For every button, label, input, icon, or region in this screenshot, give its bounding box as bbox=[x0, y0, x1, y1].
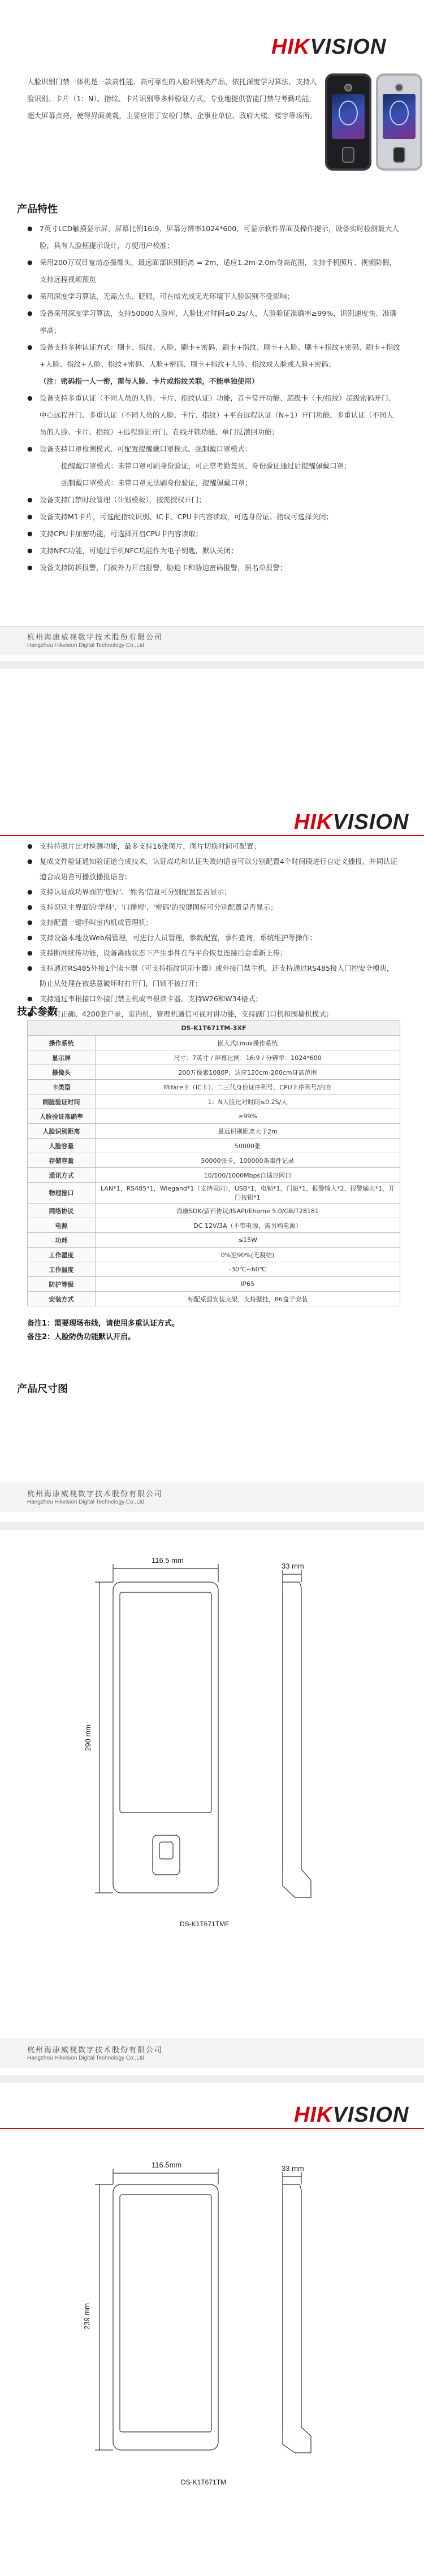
feature-item: ● 采用200万双目宽动态摄像头，最远面部识别距离 = 2m，适应1.2m-2.0m身高范围，支持手机照片、视频防假，支持远程视频预览 bbox=[27, 254, 400, 288]
fingerprint-icon bbox=[393, 147, 405, 163]
spec-row bbox=[28, 1204, 400, 1218]
height-dimension: 239 mm bbox=[82, 2303, 91, 2330]
fingerprint-sensor bbox=[159, 1842, 173, 1859]
depth-dimension: 33 mm bbox=[282, 2164, 304, 2173]
height-dimension: 290 mm bbox=[83, 1724, 92, 1751]
feature-item: ● 支持认证成功界面的'您好'、'姓名'信息可分别配置是否显示； bbox=[27, 884, 400, 900]
feature-item: ● 设备采用深度学习算法，支持50000人脸库，人脸比对时间≤0.2s/人，人脸验证准确率≥99%，识别速度快、准确率高； bbox=[27, 305, 400, 339]
feature-item: ● 设备支持防拆报警，门被外力开启报警，胁迫卡和胁迫密码报警，黑名单报警； bbox=[27, 559, 400, 576]
feature-item: ● 支持NFC功能，可通过手机NFC功能作为电子钥匙，默认关闭； bbox=[27, 542, 400, 559]
width-dimension: 116.5 mm bbox=[152, 1556, 184, 1565]
feature-item: ● 采用深度学习算法，无需点头、眨眼，可在暗光或无光环境下人脸识别不受影响； bbox=[27, 288, 400, 305]
spec-value: ≥99% bbox=[96, 1109, 400, 1124]
footer-company-cn: 杭州海康威视数字技术股份有限公司 bbox=[27, 2046, 163, 2054]
model-caption: DS-K1T671TMF bbox=[180, 1920, 230, 1928]
fingerprint-module bbox=[153, 1835, 180, 1875]
spec-label: 安装方式 bbox=[28, 1292, 96, 1306]
face-frame-icon bbox=[390, 101, 409, 125]
header-rule bbox=[0, 835, 424, 836]
spec-value: Mifare卡（IC卡）、二三代身份证序列号、CPU卡序列号/内容 bbox=[96, 1080, 400, 1094]
depth-dimension: 33 mm bbox=[282, 1562, 304, 1570]
camera-icon bbox=[344, 84, 352, 92]
feature-item: ● 复成文件验证通知验证道合成技术，认证成功和认证失败的语音可以分别配置4个时间段进行自定义播报，并同认证道合成语音可播放播报语音； bbox=[27, 854, 400, 884]
spec-value: -30℃~60℃ bbox=[96, 1262, 400, 1277]
feature-item: ● 支持配置一键呼叫室内机或管理机； bbox=[27, 915, 400, 930]
device-screen bbox=[332, 94, 365, 139]
spec-row bbox=[28, 1218, 400, 1233]
logo-vision: VISION bbox=[332, 810, 409, 834]
page-2 bbox=[0, 669, 424, 1522]
footer-company-en: Hangzhou Hikvision Digital Technology Co.,Ltd bbox=[27, 2055, 145, 2061]
spec-label: 网络协议 bbox=[28, 1204, 96, 1218]
spec-value: 最远识别距离大于2m bbox=[96, 1124, 400, 1139]
spec-row bbox=[28, 1080, 400, 1094]
spec-value: ≤15W bbox=[96, 1233, 400, 1248]
dimension-drawing-tm bbox=[0, 2083, 424, 2569]
spec-value: 50000张 bbox=[96, 1139, 400, 1153]
spec-value: LAN*1，RS485*1，Wiegand*1（支持双向），USB*1，电锁*1，门磁*1，报警输入*2，报警输出*1，开门按钮*1 bbox=[96, 1183, 400, 1204]
spec-label: 工作温度 bbox=[28, 1262, 96, 1277]
dimension-drawing-tmf bbox=[0, 1530, 424, 2016]
section-title-features: 产品特性 bbox=[17, 203, 58, 215]
spec-row bbox=[28, 1153, 400, 1168]
spec-row bbox=[28, 1065, 400, 1080]
spec-value: 200万像素1080P，适应120cm-200cm身高范围 bbox=[96, 1065, 400, 1080]
footer bbox=[0, 2039, 424, 2068]
feature-item: ● 7英寸LCD触摸显示屏，屏幕比例16:9，屏幕分辨率1024*600，可显示软件界面及操作提示，设备实时检测最大人脸，具有人脸框提示设计，方便用户校准； bbox=[27, 220, 400, 254]
front-view-screen bbox=[120, 2195, 211, 2432]
footer-company-en: Hangzhou Hikvision Digital Technology Co.,Ltd bbox=[27, 1499, 145, 1505]
product-image-black bbox=[325, 73, 371, 171]
spec-header-row bbox=[28, 1021, 400, 1036]
feature-item: ● 支持识别主界面的'学科'、'口播短'、'密码'的按键图标可分别配置是否显示； bbox=[27, 900, 400, 915]
spec-value: 50000张卡，100000条事件记录 bbox=[96, 1153, 400, 1168]
spec-value: 1：N人脸比对时间≤0.2S/人 bbox=[96, 1094, 400, 1109]
spec-label: 工作湿度 bbox=[28, 1248, 96, 1262]
spec-label: 操作系统 bbox=[28, 1036, 96, 1050]
page-separator bbox=[0, 661, 424, 669]
spec-value: 尺寸：7英寸 / 屏幕比例：16:9 / 分辨率：1024*600 bbox=[96, 1050, 400, 1065]
product-intro: 人脸识别门禁一体机是一款高性能、高可靠性的人脸识别类产品，依托深度学习算法，支持人脸识别、卡片（1：N）、指纹、卡片识别等多种验证方式，专业地提供智能门禁与考勤功能，超大屏幕点亮，使得界面美观，主要应用于安检门禁、企事业单位、政府大楼、楼宇等场所。 bbox=[27, 77, 317, 120]
section-title-specs: 技术参数 bbox=[17, 1006, 58, 1018]
spec-row bbox=[28, 1036, 400, 1050]
spec-value: IP65 bbox=[96, 1277, 400, 1292]
spec-value: 0%至90%(无凝结) bbox=[96, 1248, 400, 1262]
feature-item: ● 设备支持多重认证（不同人员的人脸、卡片、指纹认证）功能，首卡常开功能、超级卡（卡/指纹）超级密码开门、中心远程开门、多重认证（不同人员的人脸、卡片、指纹）+平台远程认证（N+1）开门功能、多重认证（不同人员的人脸、卡片、指纹）+远程验证开门，在线开锁功能、单门反潜回功能； bbox=[27, 390, 400, 441]
remark-1: 备注1：需要现场布线，请使用多重认证方式。 bbox=[27, 1319, 180, 1328]
spec-row bbox=[28, 1292, 400, 1306]
feature-item: ● 支持有正确、4200套户录，室内机，管理机通信可视对讲功能，支持副门口机和围墙机模式； bbox=[27, 1006, 400, 1022]
feature-note: （注：密码指一人一密，需与人脸、卡片或指纹关联，不能单独使用） bbox=[40, 377, 259, 385]
logo-hik: HIK bbox=[294, 2103, 333, 2127]
spec-row bbox=[28, 1248, 400, 1262]
feature-list-continued bbox=[27, 839, 400, 1022]
side-view-outline bbox=[283, 1582, 311, 1897]
spec-row bbox=[28, 1233, 400, 1248]
footer-company-cn: 杭州海康威视数字技术股份有限公司 bbox=[27, 633, 163, 642]
section-title-dimensions: 产品尺寸图 bbox=[17, 1383, 68, 1395]
spec-label: 卡类型 bbox=[28, 1080, 96, 1094]
logo-vision: VISION bbox=[332, 2103, 409, 2127]
fingerprint-icon bbox=[342, 147, 354, 163]
spec-row bbox=[28, 1168, 400, 1183]
spec-row bbox=[28, 1094, 400, 1109]
spec-value: 海康SDK/萤石协议/ISAPI/Ehome 5.0/GB/T28181 bbox=[96, 1204, 400, 1218]
product-image-silver bbox=[376, 73, 422, 171]
spec-row bbox=[28, 1139, 400, 1153]
spec-row bbox=[28, 1183, 400, 1204]
spec-value: DC 12V/3A（不带电源，需另购电源） bbox=[96, 1218, 400, 1233]
width-dimension: 116.5mm bbox=[152, 2161, 182, 2169]
spec-label: 刷脸验证时间 bbox=[28, 1094, 96, 1109]
front-view-outline bbox=[113, 1582, 218, 1893]
camera-icon bbox=[395, 84, 403, 92]
page-3 bbox=[0, 1530, 424, 2075]
feature-subitem: 提醒戴口罩模式：未带口罩可刷身份验证，可正常考勤签到，身份验证通过后提醒佩戴口罩； bbox=[61, 462, 351, 470]
spec-label: 物理接口 bbox=[28, 1183, 96, 1204]
spec-label: 摄像头 bbox=[28, 1065, 96, 1080]
spec-row bbox=[28, 1262, 400, 1277]
page-separator bbox=[0, 2075, 424, 2083]
spec-model: DS-K1T671TM-3XF bbox=[28, 1021, 400, 1036]
face-frame-icon bbox=[339, 101, 358, 125]
footer-company-cn: 杭州海康威视数字技术股份有限公司 bbox=[27, 1490, 163, 1498]
feature-item: ● 支持设备本地及Web端管理，可进行人员管理，参数配置，事件查询，系统维护等操作； bbox=[27, 930, 400, 945]
spec-label: 人脸识别距离 bbox=[28, 1124, 96, 1139]
logo-vision: VISION bbox=[310, 35, 387, 59]
hikvision-logo bbox=[271, 35, 386, 59]
spec-value: 10/100/1000Mbps自适应网口 bbox=[96, 1168, 400, 1183]
feature-list bbox=[27, 220, 400, 576]
logo-hik: HIK bbox=[294, 810, 333, 834]
spec-label: 通讯方式 bbox=[28, 1168, 96, 1183]
spec-value: 标配桌面安装支架，支持壁挂，86盒子安装 bbox=[96, 1292, 400, 1306]
spec-row bbox=[28, 1124, 400, 1139]
spec-row bbox=[28, 1109, 400, 1124]
feature-item: ● 支持持照片比对检测功能，最多支持16张图片，图片切换时间可配置； bbox=[27, 839, 400, 854]
page-1 bbox=[0, 0, 424, 661]
footer bbox=[0, 626, 424, 655]
feature-item: ● 支持通过RS485外接1个读卡器（可支持指纹识别卡器）或外接门禁主机，还支持通过RS485接入门控安全模块，防止从处理在被恶意破坏时打开门，门锁不被打开； bbox=[27, 961, 400, 991]
remark-2: 备注2：人脸防伪功能默认开启。 bbox=[27, 1333, 136, 1341]
spec-label: 功耗 bbox=[28, 1233, 96, 1248]
feature-item: ● 支持CPU卡加密功能，可选择开启CPU卡内容读取； bbox=[27, 525, 400, 542]
feature-item: ● 支持通过韦根接口外接门禁主机或韦根读卡器，支持W26和W34格式； bbox=[27, 991, 400, 1006]
spec-value: 嵌入式Linux操作系统 bbox=[96, 1036, 400, 1050]
feature-item: ● 支持断网续传功能，设备离线状态下产生事件在与平台恢复连接后会重新上传； bbox=[27, 945, 400, 961]
spec-label: 防护等级 bbox=[28, 1277, 96, 1292]
feature-item: ● 设备支持M1卡片，可选配指纹识别、IC卡、CPU卡内容读取，可选身份证、指纹可选择关闭； bbox=[27, 509, 400, 525]
spec-label: 人脸容量 bbox=[28, 1139, 96, 1153]
feature-item: ● 设备支持口罩检测模式、可配置提醒戴口罩模式、强制戴口罩模式： bbox=[27, 441, 400, 458]
feature-item: ● 设备支持门禁时段管理（计划模板），按需授权开门； bbox=[27, 492, 400, 509]
footer bbox=[0, 1483, 424, 1512]
spec-label: 显示屏 bbox=[28, 1050, 96, 1065]
device-screen bbox=[383, 94, 416, 139]
spec-row bbox=[28, 1050, 400, 1065]
hikvision-logo bbox=[294, 810, 409, 835]
spec-table bbox=[27, 1020, 400, 1306]
page-separator bbox=[0, 1522, 424, 1530]
model-caption: DS-K1T671TM bbox=[181, 2478, 227, 2486]
spec-label: 电源 bbox=[28, 1218, 96, 1233]
feature-item: ● 设备支持多种认证方式：刷卡、指纹、人脸、刷卡+密码、刷卡+指纹、刷卡+人脸、刷卡+指纹+密码、刷卡+指纹+人脸、指纹+人脸、指纹+密码、人脸+密码、刷卡+指纹+人脸、指纹或人脸或人脸+密码； bbox=[27, 339, 400, 373]
feature-subitem: 强制戴口罩模式：未带口罩无法刷身份验证，提醒佩戴口罩； bbox=[61, 479, 252, 487]
spec-label: 人脸验证准确率 bbox=[28, 1109, 96, 1124]
spec-label: 存储容量 bbox=[28, 1153, 96, 1168]
page-4 bbox=[0, 2083, 424, 2576]
spec-row bbox=[28, 1277, 400, 1292]
logo-hik: HIK bbox=[271, 35, 310, 59]
front-view-outline bbox=[113, 2184, 218, 2450]
front-view-screen bbox=[120, 1592, 211, 1813]
footer-company-en: Hangzhou Hikvision Digital Technology Co.,Ltd bbox=[27, 642, 145, 649]
side-view-outline bbox=[283, 2184, 311, 2453]
